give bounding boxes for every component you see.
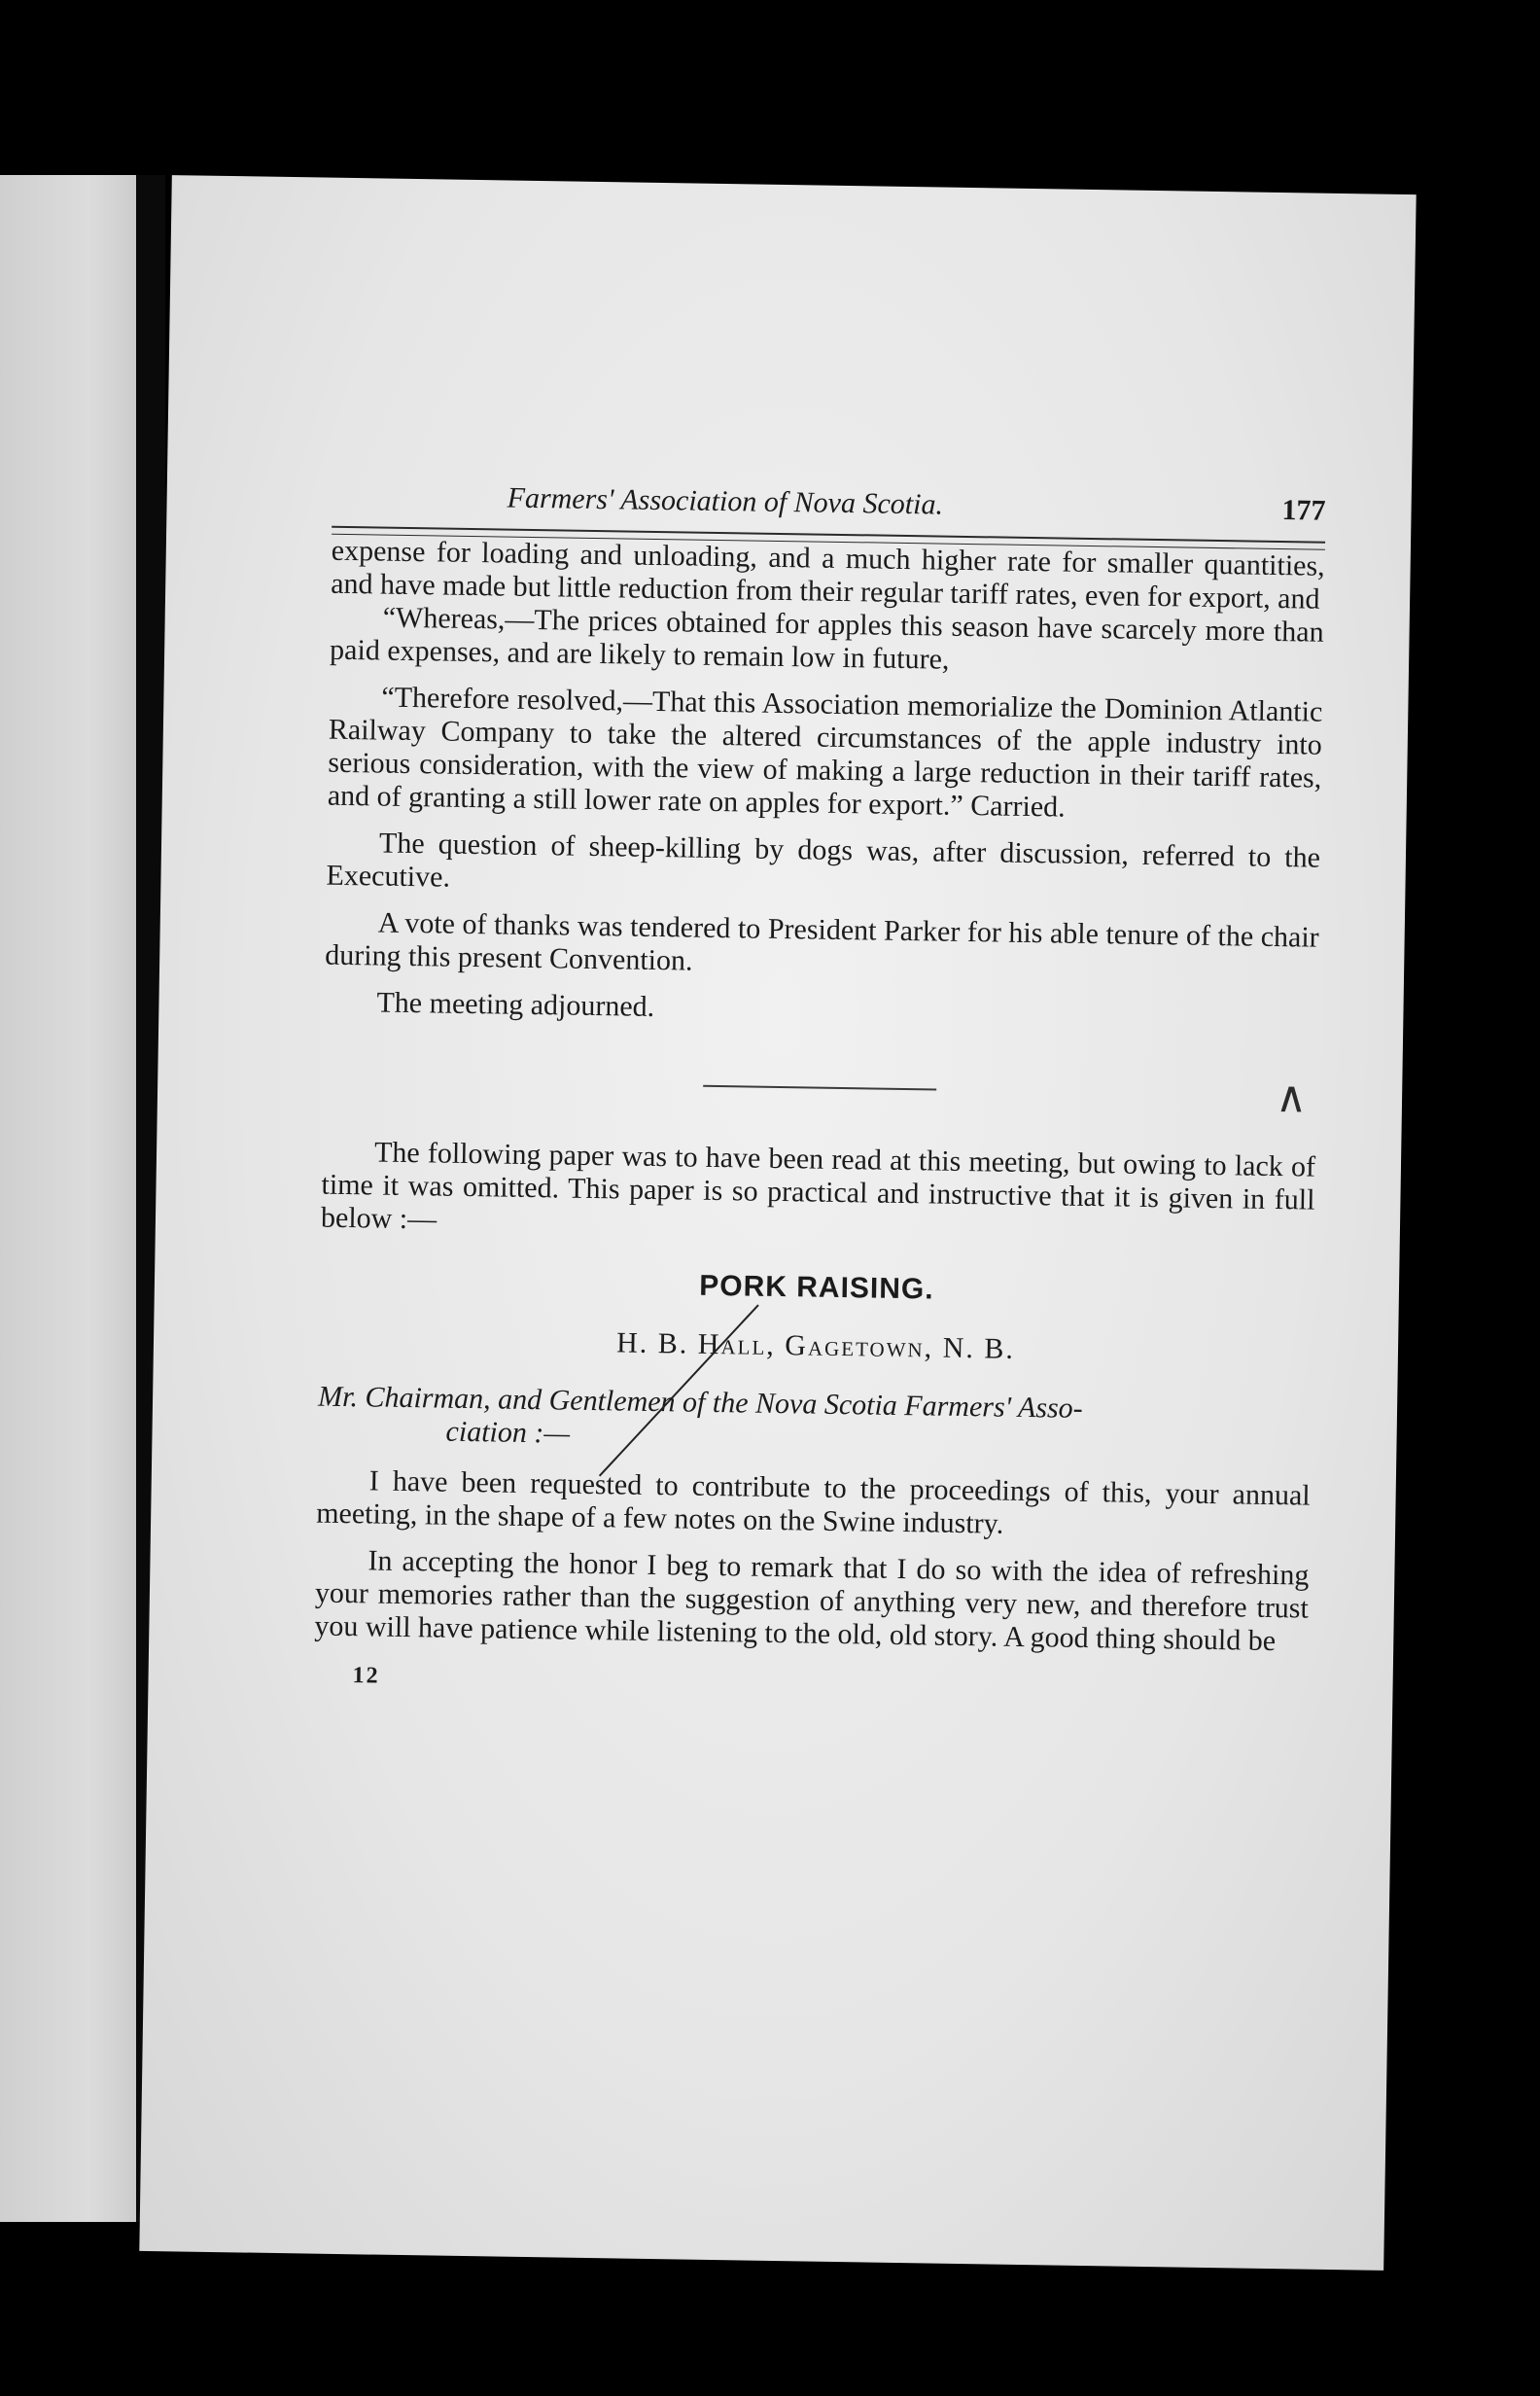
paragraph-adjourned: The meeting adjourned. xyxy=(376,986,655,1023)
author-line xyxy=(319,1322,1312,1371)
paragraph-intro: The following paper was to have been read at this meeting, but owing to lack of time it was omitted. This paper is so practical and instructive that it is given in full below :— xyxy=(320,1136,1316,1236)
salutation xyxy=(317,1381,1312,1462)
paragraph-resolved: “Therefore resolved,—That this Association memorialize the Dominion Atlantic Railway Company to take the altered circumstances of the apple industry into serious consideration, with the view of making a large reduction in their tariff rates, and of granting a still lower rate on apples for export.” Carried. xyxy=(327,681,1323,824)
page-content xyxy=(313,479,1325,1705)
article-paragraph: In accepting the honor I beg to remark that I do so with the idea of refreshing your memories rather than the suggestion of anything very new, and therefore trust you will have patience while listening to the old, old story. A good thing should be xyxy=(314,1544,1310,1658)
salutation-line-1: Mr. Chairman, and Gentlemen of the Nova Scotia Farmers' Asso- xyxy=(317,1380,1083,1425)
running-header xyxy=(332,479,1325,528)
signature-mark: 12 xyxy=(352,1663,380,1689)
article-title: PORK RAISING. xyxy=(699,1269,934,1306)
section-separator xyxy=(703,1085,936,1091)
paragraph-vote-of-thanks: A vote of thanks was tendered to President Parker for his able tenure of the chair during this present Convention. xyxy=(325,906,1319,977)
running-title: Farmers' Association of Nova Scotia. xyxy=(507,481,944,521)
author-name: Hall, xyxy=(697,1327,777,1361)
paragraph-sheep-killing: The question of sheep-killing by dogs was, after discussion, referred to the Executive. xyxy=(326,827,1321,894)
author-initials: H. B. xyxy=(615,1326,689,1360)
paragraph-continuation: expense for loading and unloading, and a much higher rate for smaller quantities, and have made but little reduction from their regular tariff rates, even for export, and xyxy=(331,534,1325,616)
handwritten-margin-mark: ∧ xyxy=(1275,1074,1308,1122)
author-place: Gagetown, xyxy=(785,1329,934,1364)
page-number: 177 xyxy=(1281,494,1326,527)
article-paragraph: I have been requested to contribute to the proceedings of this, your annual meeting, in the shape of a few notes on the Swine industry. xyxy=(315,1464,1311,1540)
paragraph-whereas: “Whereas,—The prices obtained for apples this season have scarcely more than paid expenses, and are likely to remain low in future, xyxy=(329,601,1324,676)
author-province: N. B. xyxy=(942,1331,1016,1365)
book-page xyxy=(139,175,1416,2271)
salutation-line-2: ciation :— xyxy=(445,1415,571,1450)
